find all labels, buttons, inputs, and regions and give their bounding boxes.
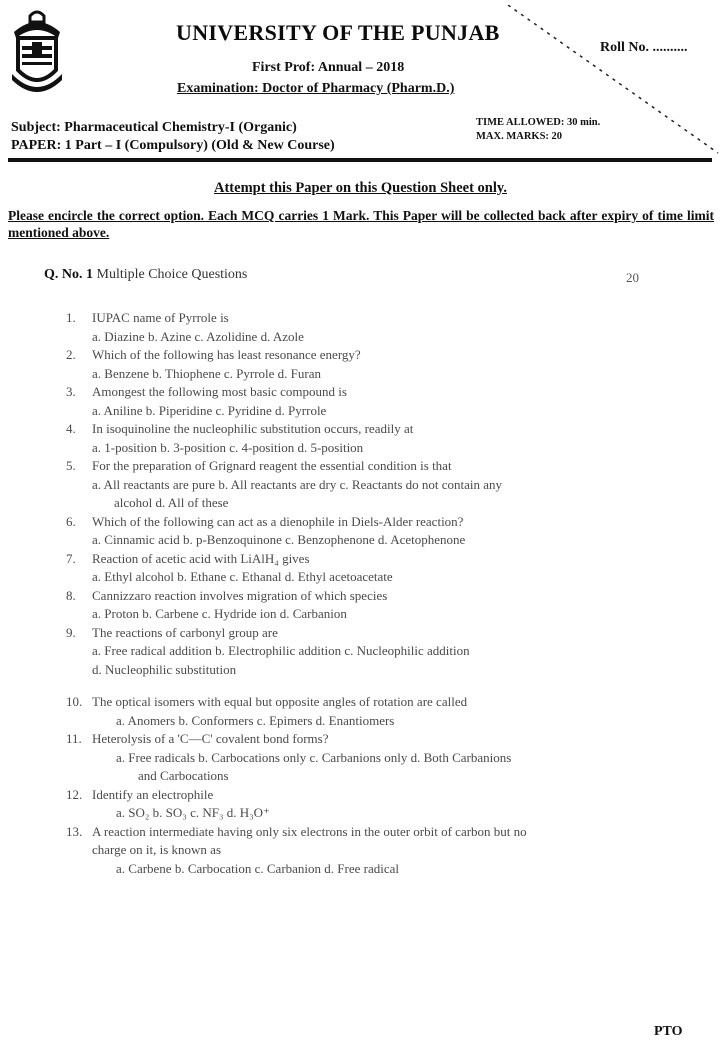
question-13: 13. A reaction intermediate having only six electrons in the outer orbit of carbon but no	[66, 823, 527, 839]
question-8: 8. Cannizzaro reaction involves migration of which species	[66, 587, 388, 603]
examination-title: Examination: Doctor of Pharmacy (Pharm.D.)	[177, 81, 455, 96]
question-4: 4. In isoquinoline the nucleophilic substitution occurs, readily at	[66, 421, 414, 436]
question-11: 11. Heterolysis of a 'C—C' covalent bond forms?	[66, 731, 329, 746]
question-2: 2. Which of the following has least resonance energy?	[66, 347, 361, 362]
max-marks: MAX. MARKS: 20	[476, 131, 563, 142]
question-list	[66, 309, 666, 878]
options-7[interactable]: a. Ethyl alcohol b. Ethane c. Ethanal d. Ethyl acetoacetate	[92, 569, 393, 584]
options-9[interactable]: a. Free radical addition b. Electrophilic addition c. Nucleophilic addition	[92, 643, 470, 658]
university-crest-icon	[8, 8, 66, 98]
options-10[interactable]: a. Anomers b. Conformers c. Epimers d. Enantiomers	[116, 712, 395, 728]
page-turn-over: PTO	[654, 1024, 683, 1039]
question-3: 3. Amongest the following most basic compound is	[66, 384, 347, 399]
section-label: Q. No. 1	[44, 267, 93, 282]
question-13-cont: charge on it, is known as	[92, 842, 222, 857]
options-3[interactable]: a. Aniline b. Piperidine c. Pyridine d. Pyrrole	[92, 402, 327, 418]
question-7: 7. Reaction of acetic acid with LiAlH₄ gives	[66, 550, 310, 566]
question-12: 12. Identify an electrophile	[66, 786, 214, 802]
time-allowed: TIME ALLOWED: 30 min.	[476, 117, 601, 128]
options-9-cont[interactable]: d. Nucleophilic substitution	[92, 661, 237, 677]
section-marks: 20	[626, 270, 639, 285]
question-10: 10. The optical isomers with equal but opposite angles of rotation are called	[66, 694, 468, 709]
options-13[interactable]: a. Carbene b. Carbocation c. Carbanion d. Free radical	[116, 860, 399, 876]
subject-line: Subject: Pharmaceutical Chemistry-I (Organic)	[11, 120, 297, 135]
section-heading	[44, 267, 247, 283]
options-4[interactable]: a. 1-position b. 3-position c. 4-position d. 5-position	[92, 439, 364, 455]
university-name: UNIVERSITY OF THE PUNJAB	[176, 20, 500, 45]
options-5-cont[interactable]: alcohol d. All of these	[114, 495, 229, 510]
options-6[interactable]: a. Cinnamic acid b. p-Benzoquinone c. Benzophenone d. Acetophenone	[92, 532, 466, 547]
question-6: 6. Which of the following can act as a dienophile in Diels-Alder reaction?	[66, 513, 464, 529]
question-5: 5. For the preparation of Grignard reagent the essential condition is that	[66, 458, 452, 473]
question-1: 1. IUPAC name of Pyrrole is	[66, 310, 229, 325]
options-11-cont[interactable]: and Carbocations	[138, 768, 229, 783]
options-8[interactable]: a. Proton b. Carbene c. Hydride ion d. Carbanion	[92, 606, 347, 621]
roll-number-field[interactable]: Roll No. ..........	[600, 40, 688, 55]
exam-session: First Prof: Annual – 2018	[252, 60, 405, 75]
options-2[interactable]: a. Benzene b. Thiophene c. Pyrrole d. Furan	[92, 365, 321, 381]
options-1[interactable]: a. Diazine b. Azine c. Azolidine d. Azole	[92, 328, 304, 344]
section-title: Multiple Choice Questions	[93, 267, 248, 282]
paper-line: PAPER: 1 Part – I (Compulsory) (Old & New Course)	[11, 138, 335, 153]
header-divider	[8, 158, 712, 162]
options-5[interactable]: a. All reactants are pure b. All reactants are dry c. Reactants do not contain any	[92, 476, 503, 492]
question-9: 9. The reactions of carbonyl group are	[66, 624, 278, 640]
options-12[interactable]: a. SO₂ b. SO₃ c. NF₃ d. H₃O⁺	[116, 805, 270, 820]
attempt-instruction: Attempt this Paper on this Question Sheet only.	[214, 180, 507, 196]
encircle-instruction: Please encircle the correct option. Each MCQ carries 1 Mark. This Paper will be collected back after expiry of time limit mentioned above.	[8, 208, 714, 240]
options-11[interactable]: a. Free radicals b. Carbocations only c. Carbanions only d. Both Carbanions	[116, 749, 512, 765]
